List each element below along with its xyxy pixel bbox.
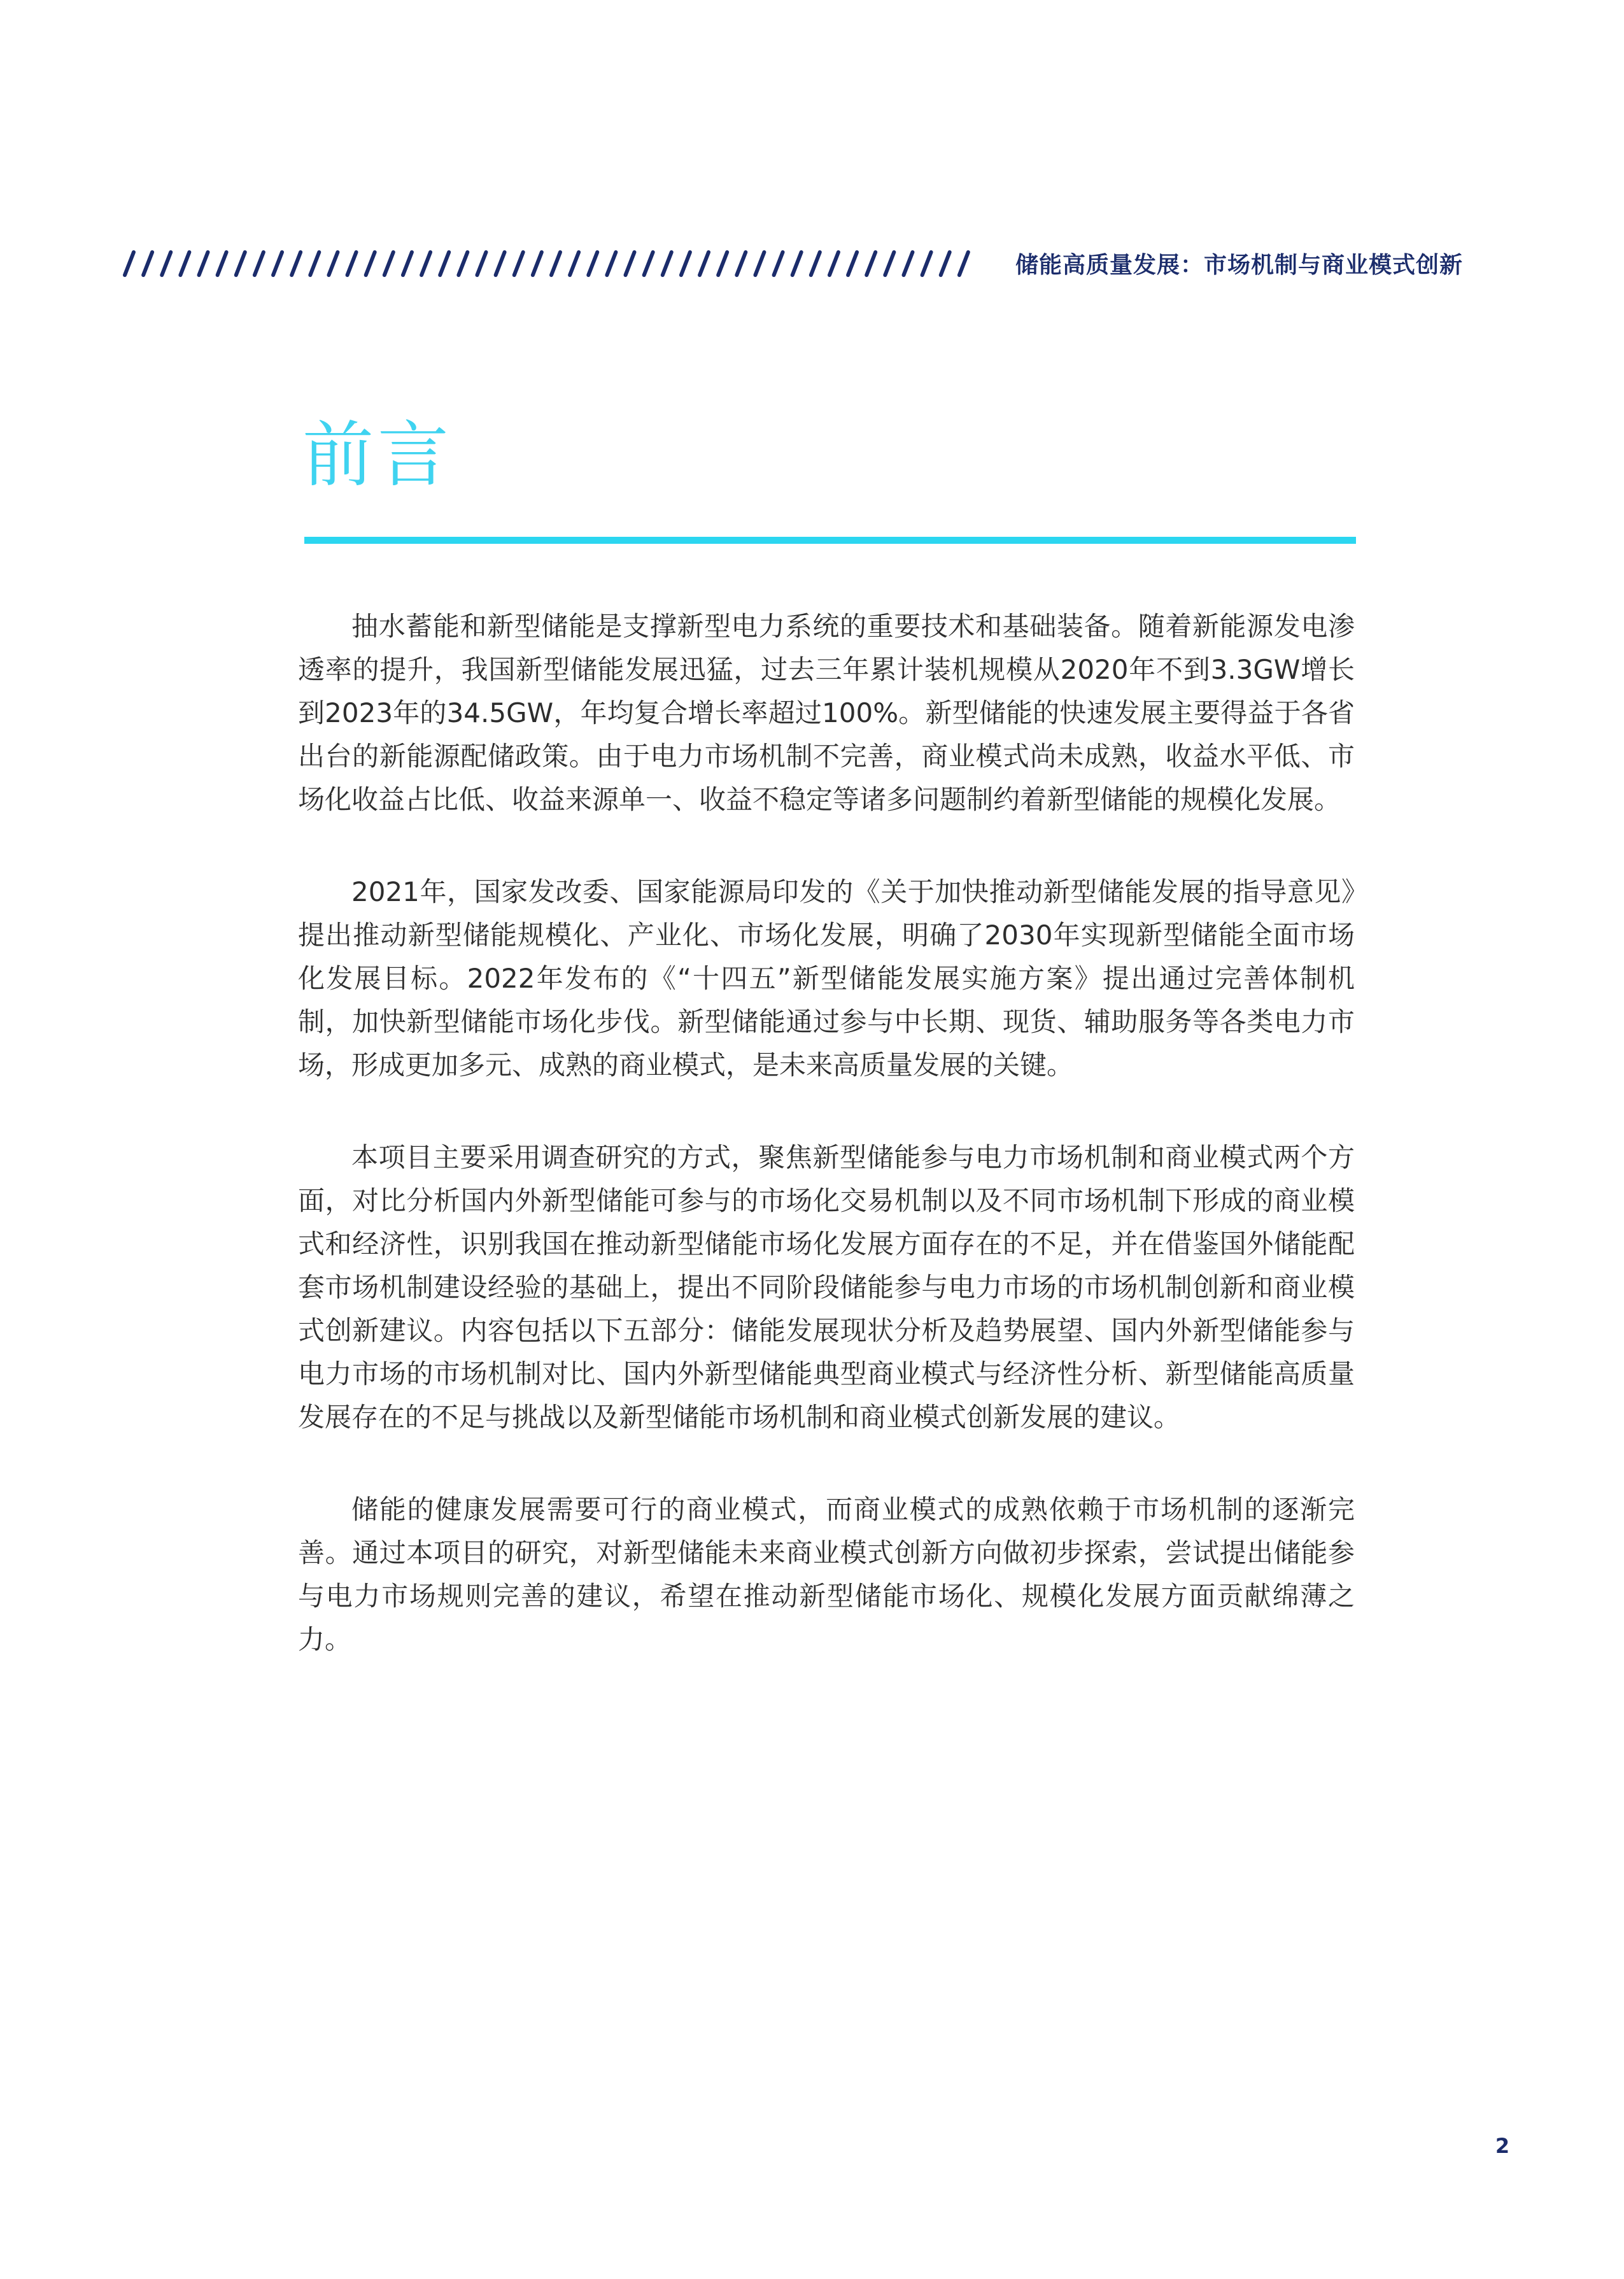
stripe-mark (755, 252, 764, 275)
stripe-mark (496, 252, 505, 275)
stripe-mark (292, 252, 300, 275)
stripe-mark (533, 252, 542, 275)
page-title: 前言 (302, 414, 453, 497)
stripe-mark (588, 252, 597, 275)
stripe-mark (663, 252, 672, 275)
stripe-mark (626, 252, 635, 275)
stripe-mark (681, 252, 690, 275)
stripe-mark (737, 252, 745, 275)
stripe-mark (366, 252, 375, 275)
stripe-mark (514, 252, 523, 275)
stripe-mark (607, 252, 616, 275)
stripe-mark (180, 252, 189, 275)
stripe-mark (700, 252, 709, 275)
stripe-mark (162, 252, 171, 275)
stripe-mark (811, 252, 820, 275)
stripe-mark (348, 252, 357, 275)
body-text (298, 605, 1355, 1710)
title-underline (304, 537, 1356, 544)
stripe-mark (793, 252, 801, 275)
stripe-mark (125, 252, 134, 275)
stripe-mark (848, 252, 857, 275)
stripe-mark (866, 252, 875, 275)
paragraph-3: 本项目主要采用调查研究的方式，聚焦新型储能参与电力市场机制和商业模式两个方面，对比分析国内外新型储能可参与的市场化交易机制以及不同市场机制下形成的商业模式和经济性，识别我国在推动新型储能市场化发展方面存在的不足，并在借鉴国外储能配套市场机制建设经验的基础上，提出不同阶段储能参与电力市场的市场机制创新和商业模式创新建议。内容包括以下五部分：储能发展现状分析及趋势展望、国内外新型储能参与电力市场的市场机制对比、国内外新型储能典型商业模式与经济性分析、新型储能高质量发展存在的不足与挑战以及新型储能市场机制和商业模式创新发展的建议。 (298, 1142, 1355, 1433)
stripe-mark (959, 252, 968, 275)
stripe-mark (199, 252, 208, 275)
stripe-mark (218, 252, 227, 275)
stripe-mark (885, 252, 894, 275)
header-title: 储能高质量发展：市场机制与商业模式创新 (1015, 252, 1464, 278)
stripe-mark (922, 252, 931, 275)
stripe-mark (477, 252, 486, 275)
stripe-mark (143, 252, 152, 275)
stripe-mark (273, 252, 282, 275)
stripe-mark (236, 252, 245, 275)
stripe-mark (385, 252, 393, 275)
stripe-mark (903, 252, 912, 275)
stripe-mark (941, 252, 950, 275)
paragraph-2: 2021年，国家发改委、国家能源局印发的《关于加快推动新型储能发展的指导意见》提出推动新型储能规模化、产业化、市场化发展，明确了2030年实现新型储能全面市场化发展目标。2022年发布的《“十四五”新型储能发展实施方案》提出通过完善体制机制，加快新型储能市场化步伐。新型储能通过参与中长期、现货、辅助服务等各类电力市场，形成更加多元、成熟的商业模式，是未来高质量发展的关键。 (298, 876, 1355, 1081)
stripe-mark (774, 252, 783, 275)
stripe-mark (644, 252, 653, 275)
stripe-mark (830, 252, 838, 275)
header-stripe-decoration (121, 250, 974, 278)
stripe-mark (718, 252, 727, 275)
stripe-mark (570, 252, 579, 275)
stripe-mark (551, 252, 560, 275)
stripe-mark (458, 252, 467, 275)
stripe-mark (421, 252, 430, 275)
paragraph-1: 抽水蓄能和新型储能是支撑新型电力系统的重要技术和基础装备。随着新能源发电渗透率的提升，我国新型储能发展迅猛，过去三年累计装机规模从2020年不到3.3GW增长到2023年的34.5GW，年均复合增长率超过100%。新型储能的快速发展主要得益于各省出台的新能源配储政策。由于电力市场机制不完善，商业模式尚未成熟，收益水平低、市场化收益占比低、收益来源单一、收益不稳定等诸多问题制约着新型储能的规模化发展。 (298, 611, 1355, 815)
stripe-mark (255, 252, 264, 275)
page-number: 2 (1495, 2134, 1510, 2158)
paragraph-4: 储能的健康发展需要可行的商业模式，而商业模式的成熟依赖于市场机制的逐渐完善。通过本项目的研究，对新型储能未来商业模式创新方向做初步探索，尝试提出储能参与电力市场规则完善的建议，希望在推动新型储能市场化、规模化发展方面贡献绵薄之力。 (298, 1494, 1355, 1655)
stripe-mark (440, 252, 449, 275)
stripe-mark (328, 252, 337, 275)
stripe-mark (403, 252, 412, 275)
stripe-mark (310, 252, 319, 275)
